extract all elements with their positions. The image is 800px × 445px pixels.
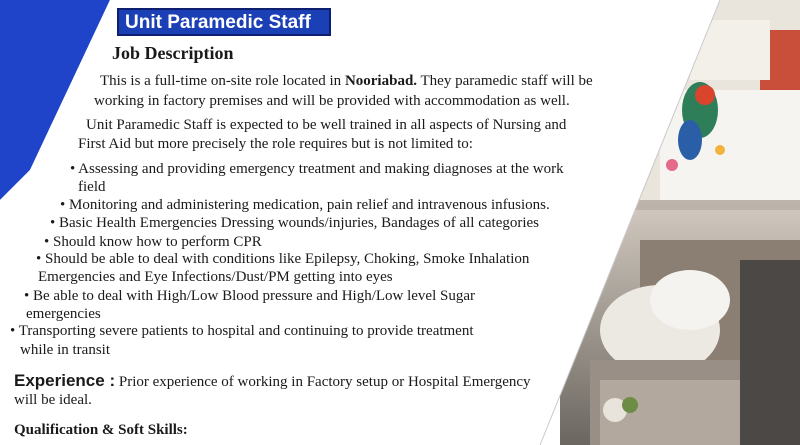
duty-1-line-2: field [78,179,106,195]
duty-4: • Should know how to perform CPR [44,234,262,250]
qualification-heading: Qualification & Soft Skills: [14,422,188,438]
page-title: Unit Paramedic Staff [125,12,311,33]
expectation-line-2: First Aid but more precisely the role requires but is not limited to: [78,136,473,152]
duty-7-line-1: • Transporting severe patients to hospital and continuing to provide treatment [10,323,474,339]
expectation-line-1: Unit Paramedic Staff is expected to be well trained in all aspects of Nursing and [86,117,567,133]
duty-5-line-1: • Should be able to deal with conditions like Epilepsy, Choking, Smoke Inhalation [36,251,530,267]
duty-1-line-1: • Assessing and providing emergency treatment and making diagnoses at the work [70,161,564,177]
duty-3: • Basic Health Emergencies Dressing wounds/injuries, Bandages of all categories [50,215,540,231]
location-text: Nooriabad. [344,73,418,89]
experience-line-1 [14,372,531,391]
duty-7-line-2: while in transit [20,342,110,358]
intro-text: This is a full-time on-site role located in [100,73,345,89]
intro-line-2: working in factory premises and will be provided with accommodation as well. [94,93,570,109]
experience-text: Prior experience of working in Factory setup or Hospital Emergency [115,374,531,390]
experience-line-2: will be ideal. [14,392,92,408]
duty-5-line-2: Emergencies and Eye Infections/Dust/PM getting into eyes [38,269,393,285]
intro-line-1 [100,72,593,90]
duty-6-line-1: • Be able to deal with High/Low Blood pressure and High/Low level Sugar [24,288,475,304]
intro-text-suffix: They paramedic staff will be [417,73,593,89]
duty-2: • Monitoring and administering medication, pain relief and intravenous infusions. [60,197,550,213]
job-description-heading: Job Description [112,43,234,63]
experience-label: Experience : [14,371,116,390]
title-banner [117,8,331,36]
duty-6-line-2: emergencies [26,306,101,322]
